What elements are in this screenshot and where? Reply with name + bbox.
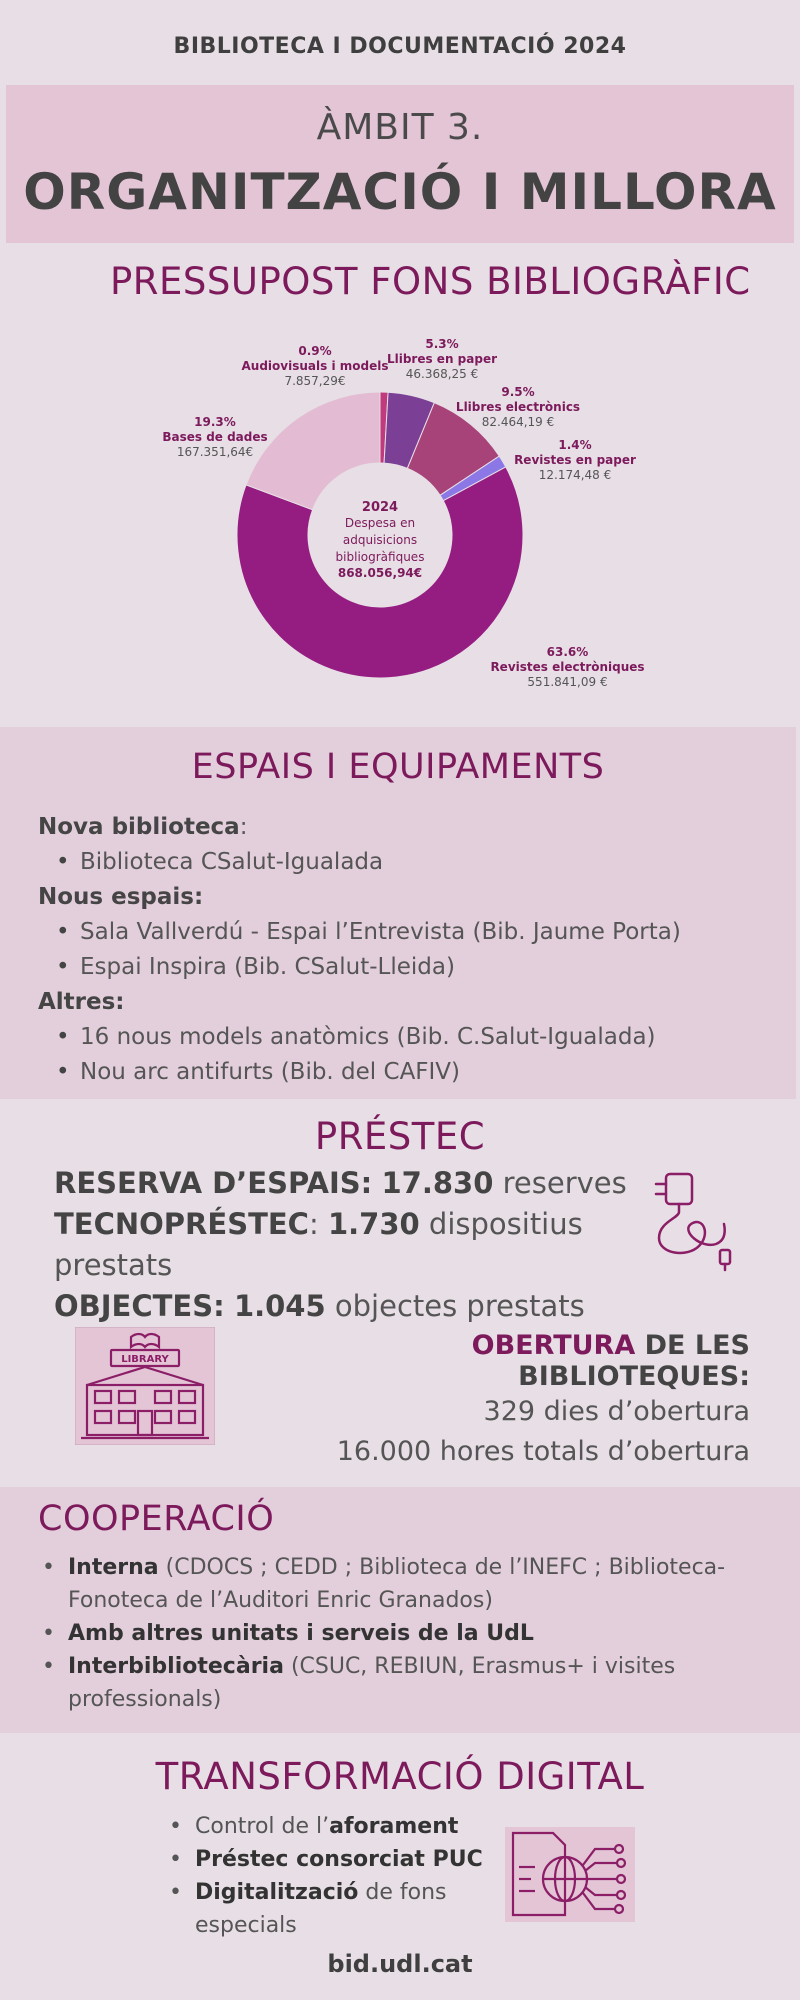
list-item: • Sala Vallverdú - Espai l’Entrevista (Bib. Jaume Porta) bbox=[38, 915, 778, 950]
digital-globe-icon bbox=[505, 1827, 635, 1922]
prestec-value: 17.830 bbox=[381, 1166, 494, 1200]
donut-center-label bbox=[300, 500, 460, 580]
digital-item-text: de fons bbox=[365, 1880, 447, 1905]
chart-label-revistes-electroniques bbox=[490, 645, 645, 690]
list-item: • Control de l’aforament bbox=[169, 1814, 459, 1839]
prestec-label: RESERVA D’ESPAIS: bbox=[54, 1166, 373, 1200]
charger-icon bbox=[650, 1170, 740, 1280]
list-item: • Interna (CDOCS ; CEDD ; Biblioteca de l’INEFC ; Biblioteca- Fonoteca de l’Auditori Enric Granados) bbox=[42, 1555, 726, 1613]
coop-item-text: (CDOCS ; CEDD ; Biblioteca de l’INEFC ; Biblioteca- bbox=[165, 1555, 726, 1580]
donut-center-line1: Despesa en bbox=[344, 516, 416, 530]
list-item: • Nou arc antifurts (Bib. del CAFIV) bbox=[38, 1055, 778, 1090]
chart-category-label: Llibres electrònics bbox=[455, 400, 581, 414]
prestec-value: 1.045 bbox=[233, 1289, 326, 1323]
obertura-heading bbox=[240, 1330, 750, 1392]
chart-label-llibres-electronics bbox=[453, 385, 583, 430]
chart-label-llibres-paper bbox=[382, 337, 502, 382]
chart-label-revistes-paper bbox=[510, 438, 640, 483]
list-item: • Digitalització de fons especials bbox=[169, 1880, 447, 1938]
donut-center-line3: bibliogràfiques bbox=[335, 550, 425, 564]
list-item: • Amb altres unitats i serveis de la UdL bbox=[42, 1621, 534, 1646]
donut-center-total: 868.056,94€ bbox=[337, 566, 423, 580]
cooperacio-section bbox=[0, 1487, 800, 1733]
coop-item-text: (CSUC, REBIUN, Erasmus+ i visites bbox=[290, 1654, 676, 1679]
coop-item-bold: Interbibliotecària bbox=[68, 1654, 284, 1679]
chart-pct-label: 19.3% bbox=[194, 415, 236, 429]
prestec-row-tecnoprestec bbox=[54, 1204, 654, 1286]
list-item: • Espai Inspira (Bib. CSalut-Lleida) bbox=[38, 950, 778, 985]
coop-item-bold: Amb altres unitats i serveis de la UdL bbox=[68, 1621, 534, 1646]
obertura-hours: 16.000 hores totals d’obertura bbox=[336, 1436, 750, 1467]
digital-item-bold: Préstec consorciat PUC bbox=[195, 1847, 483, 1872]
list-item: • 16 nous models anatòmics (Bib. C.Salut-Igualada) bbox=[38, 1020, 778, 1055]
chart-label-bases-dades bbox=[155, 415, 275, 460]
prestec-unit: objectes prestats bbox=[334, 1289, 585, 1323]
prestec-unit: reserves bbox=[502, 1166, 627, 1200]
ambit-title: ORGANITZACIÓ I MILLORA bbox=[23, 163, 777, 221]
altres-heading: Altres: bbox=[38, 989, 125, 1015]
list-item: • Préstec consorciat PUC bbox=[169, 1847, 483, 1872]
budget-title: PRESSUPOST FONS BIBLIOGRÀFIC bbox=[110, 260, 751, 303]
chart-amount-label: 551.841,09 € bbox=[527, 675, 608, 689]
chart-amount-label: 12.174,48 € bbox=[538, 468, 612, 482]
coop-item-text: professionals) bbox=[68, 1687, 222, 1712]
chart-category-label: Revistes en paper bbox=[514, 453, 636, 467]
ambit-banner bbox=[6, 85, 794, 243]
chart-label-audiovisuals bbox=[235, 344, 395, 389]
digital-title: TRANSFORMACIÓ DIGITAL bbox=[155, 1755, 645, 1798]
chart-category-label: Bases de dades bbox=[162, 430, 268, 444]
cooperacio-list bbox=[38, 1551, 778, 1716]
digital-item-bold: aforament bbox=[329, 1814, 459, 1839]
chart-amount-label: 7.857,29€ bbox=[284, 374, 346, 388]
coop-item-bold: Interna bbox=[68, 1555, 159, 1580]
obertura-block bbox=[240, 1330, 750, 1472]
espais-list bbox=[38, 810, 778, 1090]
ambit-label: ÀMBIT 3. bbox=[316, 107, 484, 148]
chart-pct-label: 5.3% bbox=[425, 337, 459, 351]
nova-biblioteca-heading: Nova biblioteca bbox=[38, 814, 240, 840]
prestec-stats bbox=[54, 1163, 654, 1327]
prestec-label: OBJECTES: bbox=[54, 1289, 225, 1323]
chart-category-label: Revistes electròniques bbox=[490, 660, 645, 674]
obertura-heading-accent: OBERTURA bbox=[471, 1330, 636, 1361]
chart-category-label: Llibres en paper bbox=[386, 352, 498, 366]
list-item: • Biblioteca CSalut-Igualada bbox=[38, 845, 778, 880]
prestec-value: 1.730 bbox=[327, 1207, 420, 1241]
footer-url: bid.udl.cat bbox=[327, 1950, 473, 1978]
espais-title: ESPAIS I EQUIPAMENTS bbox=[191, 747, 605, 787]
espais-section bbox=[0, 727, 796, 1099]
chart-pct-label: 0.9% bbox=[298, 344, 332, 358]
list-item: • Interbibliotecària (CSUC, REBIUN, Erasmus+ i visites professionals) bbox=[42, 1654, 676, 1712]
prestec-row-objectes bbox=[54, 1286, 654, 1327]
obertura-days: 329 dies d’obertura bbox=[483, 1396, 750, 1427]
digital-item-bold: Digitalització bbox=[195, 1880, 359, 1905]
chart-amount-label: 82.464,19 € bbox=[481, 415, 555, 429]
library-sign-text: LIBRARY bbox=[121, 1354, 169, 1365]
prestec-unit: dispositius prestats bbox=[54, 1207, 583, 1282]
prestec-colon: : bbox=[308, 1207, 319, 1241]
prestec-label: TECNOPRÉSTEC bbox=[54, 1207, 309, 1241]
library-building-icon bbox=[75, 1327, 215, 1445]
cooperacio-title: COOPERACIÓ bbox=[38, 1499, 275, 1539]
prestec-row-reserves bbox=[54, 1163, 654, 1204]
digital-list bbox=[165, 1810, 495, 1942]
page-header-title: BIBLIOTECA I DOCUMENTACIÓ 2024 bbox=[173, 34, 627, 59]
digital-item-text: Control de l’ bbox=[195, 1814, 330, 1839]
obertura-heading-rest: DE LES BIBLIOTEQUES: bbox=[518, 1330, 750, 1392]
chart-category-label: Audiovisuals i models bbox=[241, 359, 389, 373]
donut-center-year: 2024 bbox=[361, 500, 399, 515]
digital-item-text: especials bbox=[195, 1913, 297, 1938]
chart-pct-label: 1.4% bbox=[558, 438, 592, 452]
prestec-title: PRÉSTEC bbox=[314, 1115, 486, 1158]
chart-amount-label: 167.351,64€ bbox=[176, 445, 254, 459]
chart-amount-label: 46.368,25 € bbox=[405, 367, 479, 381]
coop-item-text: Fonoteca de l’Auditori Enric Granados) bbox=[68, 1588, 493, 1613]
nova-biblioteca-colon: : bbox=[239, 814, 248, 840]
chart-pct-label: 63.6% bbox=[546, 645, 589, 659]
chart-pct-label: 9.5% bbox=[501, 385, 535, 399]
donut-center-line2: adquisicions bbox=[342, 533, 418, 547]
nous-espais-heading: Nous espais: bbox=[38, 884, 204, 910]
